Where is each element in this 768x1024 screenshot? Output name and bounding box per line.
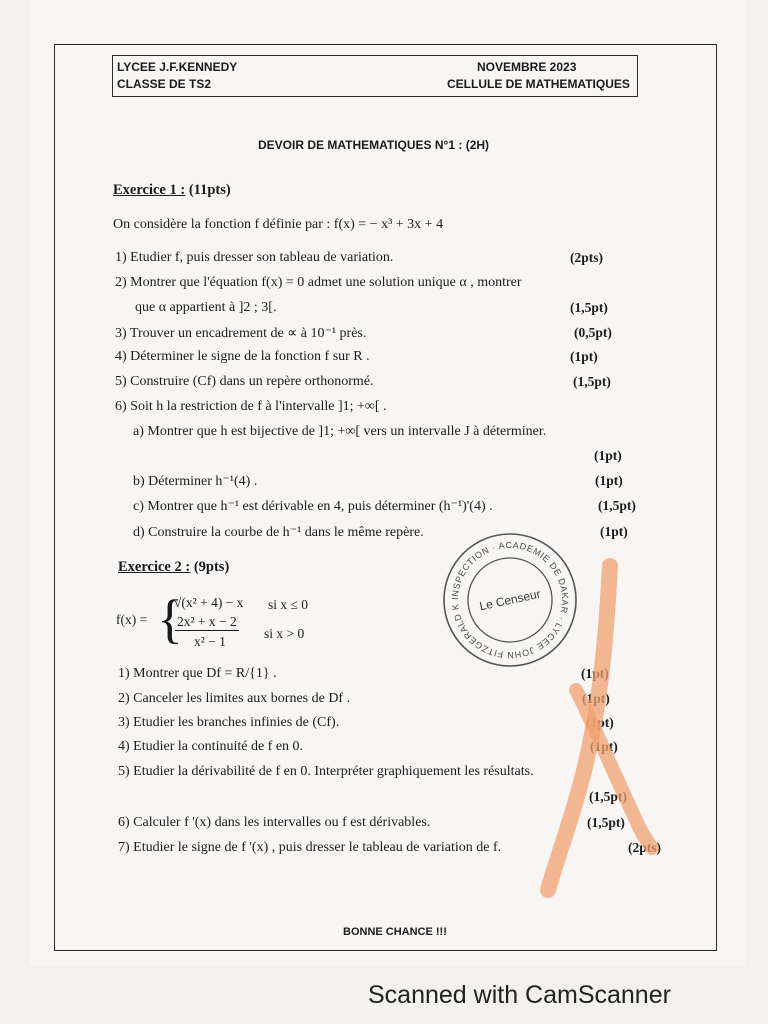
ex1-q6d: d) Construire la courbe de h⁻¹ dans le même repère. bbox=[133, 525, 424, 540]
ex1-q5: 5) Construire (Cf) dans un repère orthonormé. bbox=[115, 374, 374, 389]
function-label: f(x) = bbox=[116, 612, 148, 627]
school-name: LYCEE J.F.KENNEDY bbox=[117, 60, 238, 74]
brace-symbol: { bbox=[157, 589, 183, 649]
ex2-q2-points: (1pt) bbox=[582, 691, 610, 706]
closing-note: BONNE CHANCE !!! bbox=[343, 926, 447, 938]
piece2-condition: si x > 0 bbox=[264, 626, 305, 641]
ex1-q6: 6) Soit h la restriction de f à l'intervalle ]1; +∞[ . bbox=[115, 399, 387, 414]
exam-title: DEVOIR DE MATHEMATIQUES N°1 : (2H) bbox=[258, 138, 490, 152]
ex2-q1-points: (1pt) bbox=[581, 666, 609, 681]
piece1-expression: √(x² + 4) − x bbox=[174, 595, 244, 610]
ex2-q4: 4) Etudier la continuité de f en 0. bbox=[118, 739, 304, 754]
ex1-q6a: a) Montrer que h est bijective de ]1; +∞[ vers un intervalle J à déterminer. bbox=[133, 424, 547, 439]
stamp-center-text: Le Censeur bbox=[478, 586, 542, 614]
ex1-q1-points: (2pts) bbox=[570, 250, 603, 265]
ex1-q3-points: (0,5pt) bbox=[574, 325, 612, 340]
stamp-ring-text: INSPECTION · ACADEMIE DE DAKAR · LYCEE JOHN FITZGERALD K bbox=[449, 539, 571, 661]
exercise1-heading: Exercice 1 : (11pts) bbox=[113, 182, 231, 198]
ex2-q5: 5) Etudier la dérivabilité de f en 0. Interpréter graphiquement les résultats. bbox=[118, 764, 534, 779]
ex1-q4: 4) Déterminer le signe de la fonction f sur R . bbox=[115, 349, 370, 364]
ex2-q3: 3) Etudier les branches infinies de (Cf). bbox=[118, 715, 340, 730]
ex1-q2-points: (1,5pt) bbox=[570, 300, 608, 315]
ex1-q2-cont: que α appartient à ]2 ; 3[. bbox=[135, 300, 277, 315]
ex2-q3-points: (1pt) bbox=[586, 715, 614, 730]
exercise1-intro: On considère la fonction f définie par : f(x) = − x³ + 3x + 4 bbox=[113, 217, 444, 232]
exam-date: NOVEMBRE 2023 bbox=[477, 60, 577, 74]
ex1-q4-points: (1pt) bbox=[570, 349, 598, 364]
department: CELLULE DE MATHEMATIQUES bbox=[447, 77, 630, 91]
ex1-q6a-points: (1pt) bbox=[594, 448, 622, 463]
camscanner-watermark: Scanned with CamScanner bbox=[368, 981, 671, 1009]
ex1-q1: 1) Etudier f, puis dresser son tableau de variation. bbox=[115, 250, 394, 265]
class-name: CLASSE DE TS2 bbox=[117, 77, 212, 91]
ex1-q6c: c) Montrer que h⁻¹ est dérivable en 4, puis déterminer (h⁻¹)'(4) . bbox=[133, 499, 493, 514]
ex1-q6b-points: (1pt) bbox=[595, 473, 623, 488]
ex2-q4-points: (1pt) bbox=[590, 739, 618, 754]
piece2-denominator: x² − 1 bbox=[194, 634, 226, 649]
ex2-q6: 6) Calculer f '(x) dans les intervalles ou f est dérivables. bbox=[118, 815, 431, 830]
ex2-q1: 1) Montrer que Df = R/{1} . bbox=[118, 666, 277, 681]
piece1-condition: si x ≤ 0 bbox=[268, 597, 309, 612]
ex1-q2: 2) Montrer que l'équation f(x) = 0 admet une solution unique α , montrer bbox=[115, 275, 522, 290]
ex1-q6c-points: (1,5pt) bbox=[598, 498, 636, 513]
piece2-numerator: 2x² + x − 2 bbox=[177, 614, 237, 629]
ex2-q7-points: (2pts) bbox=[628, 840, 661, 855]
ex1-q5-points: (1,5pt) bbox=[573, 374, 611, 389]
exercise2-heading: Exercice 2 : (9pts) bbox=[118, 559, 230, 575]
ex2-q7: 7) Etudier le signe de f '(x) , puis dresser le tableau de variation de f. bbox=[118, 840, 502, 855]
ex1-q6d-points: (1pt) bbox=[600, 524, 628, 539]
ex1-q3: 3) Trouver un encadrement de ∝ à 10⁻¹ près. bbox=[115, 326, 367, 341]
ex2-q2: 2) Canceler les limites aux bornes de Df . bbox=[118, 691, 351, 706]
ex2-q6-points: (1,5pt) bbox=[587, 815, 625, 830]
ex2-q5-points: (1,5pt) bbox=[589, 789, 627, 804]
ex1-q6b: b) Déterminer h⁻¹(4) . bbox=[133, 474, 258, 489]
